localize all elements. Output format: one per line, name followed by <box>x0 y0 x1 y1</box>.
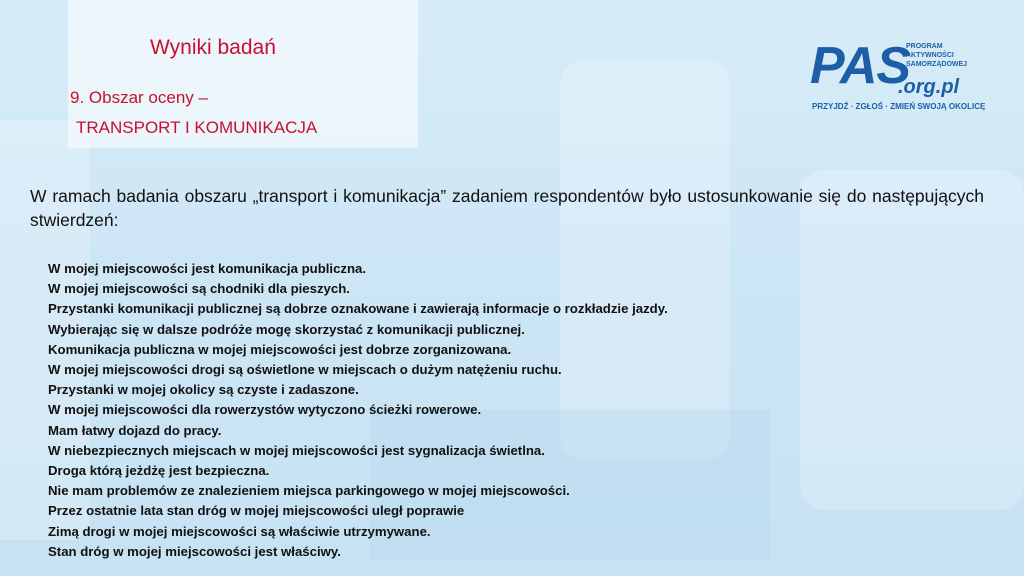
logo-side-line: SAMORZĄDOWEJ <box>906 61 968 68</box>
statement-item: Nie mam problemów ze znalezieniem miejsca parkingowego w mojej miejscowości. <box>48 483 570 499</box>
statement-item: Droga którą jeżdżę jest bezpieczna. <box>48 463 270 479</box>
statement-item: W mojej miejscowości są chodniki dla pieszych. <box>48 281 350 297</box>
statement-item: Przez ostatnie lata stan dróg w mojej miejscowości uległ poprawie <box>48 503 465 519</box>
pas-logo <box>810 38 985 128</box>
logo-domain: .org.pl <box>898 76 960 98</box>
logo-side-line: PROGRAM <box>906 43 943 50</box>
statement-item: Zimą drogi w mojej miejscowości są właściwie utrzymywane. <box>48 523 431 539</box>
statement-item: Wybierając się w dalsze podróże mogę skorzystać z komunikacji publicznej. <box>48 321 525 337</box>
slide-title: Wyniki badań <box>150 36 276 59</box>
intro-paragraph: W ramach badania obszaru „transport i komunikacja” zadaniem respondentów było ustosunkowanie się do następujących stwierdzeń: <box>30 186 984 230</box>
statements-list <box>48 259 668 562</box>
logo-side-text <box>906 42 967 69</box>
slide-subtitle-line2: TRANSPORT I KOMUNIKACJA <box>76 118 318 137</box>
slide-subtitle-line1: 9. Obszar oceny – <box>70 88 208 107</box>
statement-item: Komunikacja publiczna w mojej miejscowości jest dobrze zorganizowana. <box>48 341 512 357</box>
statement-item: W mojej miejscowości drogi są oświetlone w miejscach o dużym natężeniu ruchu. <box>48 362 562 378</box>
statement-item: Przystanki w mojej okolicy są czyste i zadaszone. <box>48 382 359 398</box>
logo-tagline: PRZYJDŹ · ZGŁOŚ · ZMIEŃ SWOJĄ OKOLICĘ <box>812 102 986 111</box>
statement-item: Przystanki komunikacji publicznej są dobrze oznakowane i zawierają informacje o rozkładzie jazdy. <box>48 301 668 317</box>
logo-side-line: AKTYWNOŚCI <box>906 52 954 59</box>
statement-item: W mojej miejscowości jest komunikacja publiczna. <box>48 261 367 276</box>
statement-item: Stan dróg w mojej miejscowości jest właściwy. <box>48 543 341 559</box>
logo-main-text: PAS <box>810 37 911 95</box>
statement-item: Mam łatwy dojazd do pracy. <box>48 422 222 438</box>
statement-item: W mojej miejscowości dla rowerzystów wytyczono ścieżki rowerowe. <box>48 402 482 418</box>
statement-item: W niebezpiecznych miejscach w mojej miejscowości jest sygnalizacja świetlna. <box>48 442 545 458</box>
